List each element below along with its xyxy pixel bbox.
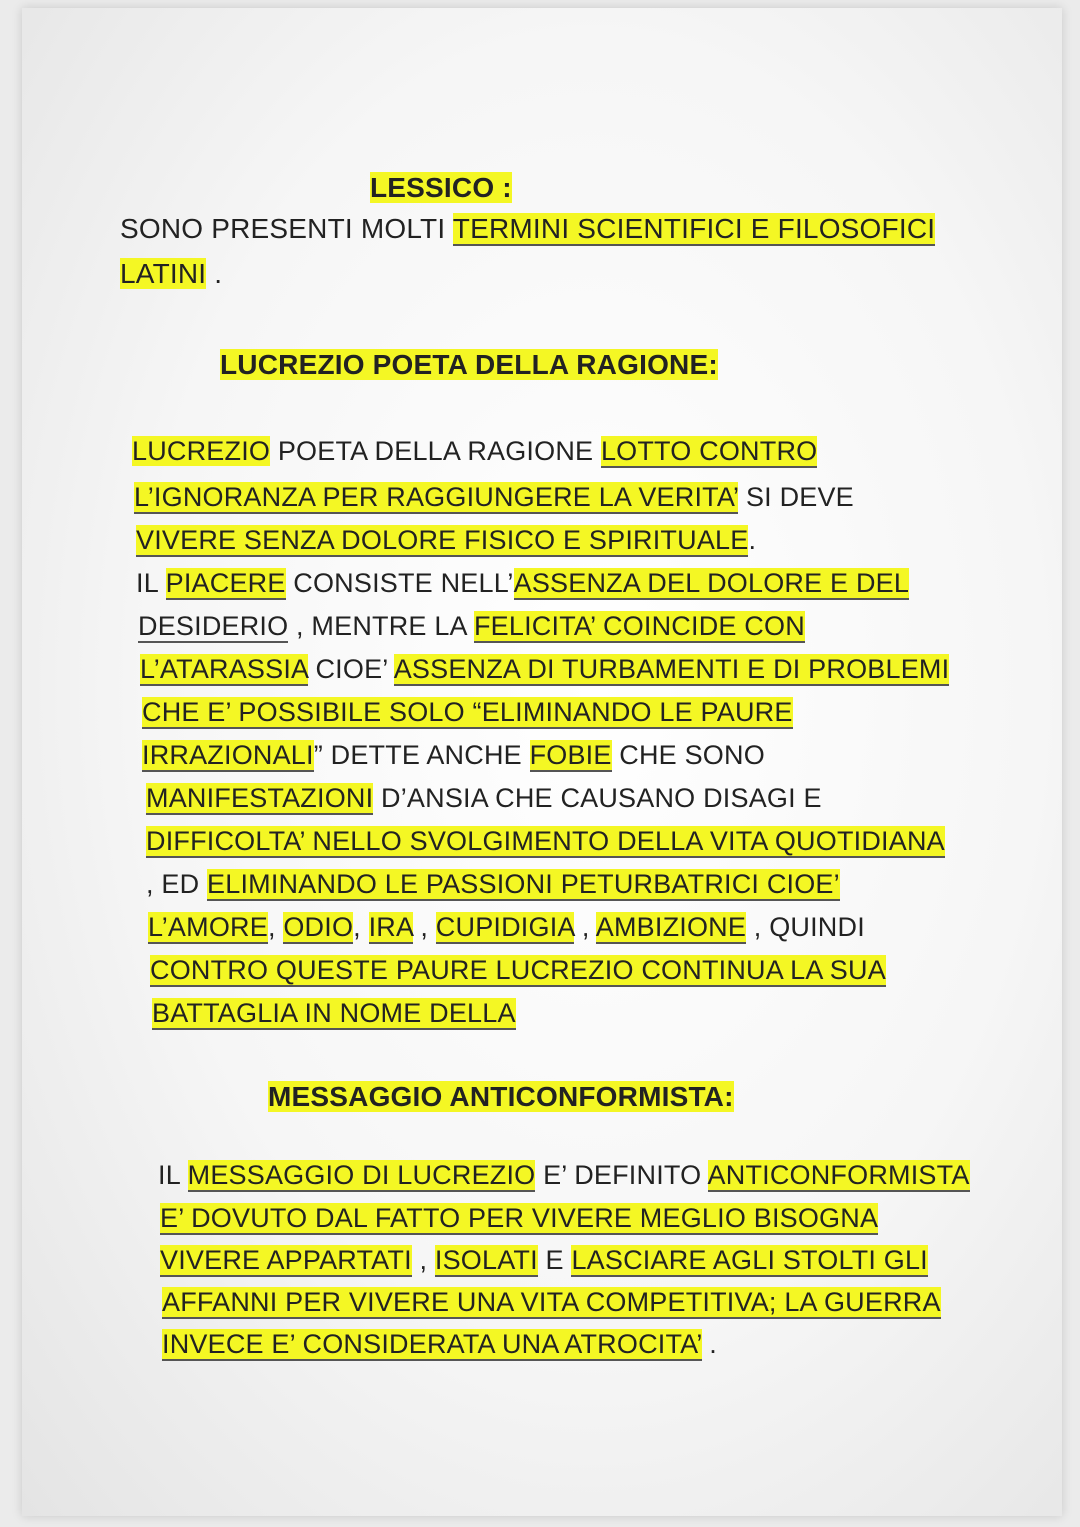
messaggio-line-1: IL MESSAGGIO DI LUCREZIO E’ DEFINITO ANTICONFORMISTA — [158, 1160, 970, 1190]
ragione-line-9: MANIFESTAZIONI D’ANSIA CHE CAUSANO DISAGI E — [146, 783, 822, 813]
ragione-line-3: VIVERE SENZA DOLORE FISICO E SPIRITUALE. — [136, 525, 757, 555]
lessico-heading-text: LESSICO : — [370, 172, 512, 203]
ragione-line-1: LUCREZIO POETA DELLA RAGIONE LOTTO CONTRO — [132, 436, 818, 466]
ragione-line-2: L’IGNORANZA PER RAGGIUNGERE LA VERITA’ SI DEVE — [134, 482, 854, 512]
paper-sheet — [22, 8, 1062, 1516]
ragione-line-6: L’ATARASSIA CIOE’ ASSENZA DI TURBAMENTI E DI PROBLEMI — [140, 654, 950, 684]
ragione-line-5: DESIDERIO , MENTRE LA FELICITA’ COINCIDE CON — [138, 611, 805, 641]
lessico-line-1: SONO PRESENTI MOLTI TERMINI SCIENTIFICI E FILOSOFICI — [120, 213, 936, 244]
ragione-heading — [220, 349, 718, 381]
messaggio-line-5: INVECE E’ CONSIDERATA UNA ATROCITA’ . — [162, 1329, 717, 1359]
ragione-line-13: CONTRO QUESTE PAURE LUCREZIO CONTINUA LA SUA — [150, 955, 886, 985]
ragione-line-7: CHE E’ POSSIBILE SOLO “ELIMINANDO LE PAURE — [142, 697, 793, 727]
ragione-line-4: IL PIACERE CONSISTE NELL’ASSENZA DEL DOLORE E DEL — [136, 568, 910, 598]
messaggio-line-3: VIVERE APPARTATI , ISOLATI E LASCIARE AGLI STOLTI GLI — [160, 1245, 928, 1275]
messaggio-line-2: E’ DOVUTO DAL FATTO PER VIVERE MEGLIO BISOGNA — [160, 1203, 879, 1233]
messaggio-heading-text: MESSAGGIO ANTICONFORMISTA: — [268, 1081, 734, 1112]
messaggio-heading — [268, 1081, 734, 1113]
ragione-line-14: BATTAGLIA IN NOME DELLA — [152, 998, 516, 1028]
ragione-line-8: IRRAZIONALI” DETTE ANCHE FOBIE CHE SONO — [142, 740, 765, 770]
ragione-heading-text: LUCREZIO POETA DELLA RAGIONE: — [220, 349, 718, 380]
ragione-line-10: DIFFICOLTA’ NELLO SVOLGIMENTO DELLA VITA QUOTIDIANA — [146, 826, 945, 856]
highlight-termini: TERMINI SCIENTIFICI E FILOSOFICI — [452, 213, 936, 244]
ragione-line-12: L’AMORE, ODIO, IRA , CUPIDIGIA , AMBIZIONE , QUINDI — [148, 912, 865, 942]
messaggio-line-4: AFFANNI PER VIVERE UNA VITA COMPETITIVA; LA GUERRA — [162, 1287, 941, 1317]
lessico-heading — [370, 172, 512, 204]
lessico-line-2: LATINI . — [120, 258, 223, 289]
ragione-line-11: , ED ELIMINANDO LE PASSIONI PETURBATRICI CIOE’ — [146, 869, 840, 899]
highlight-latini: LATINI — [120, 258, 207, 289]
